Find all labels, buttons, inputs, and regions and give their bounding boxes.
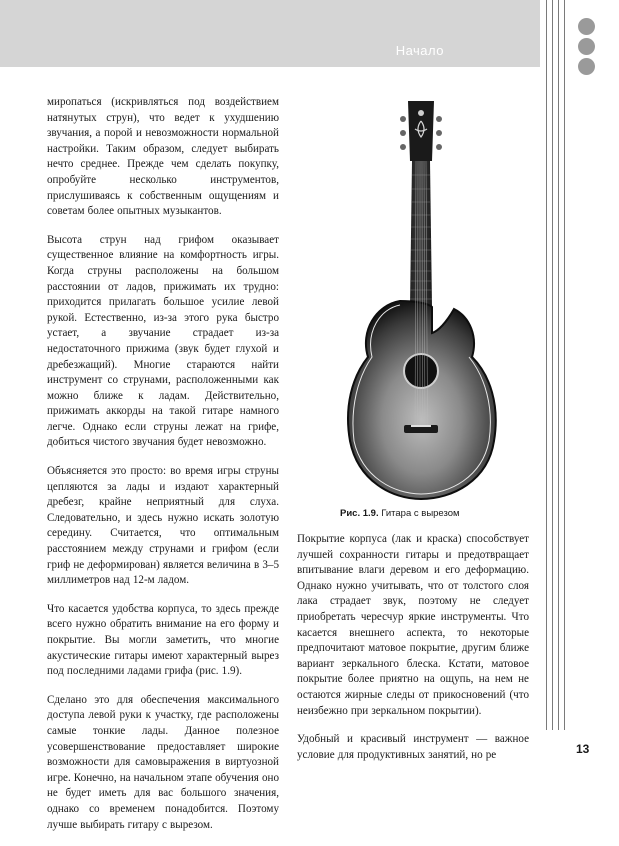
- paragraph: Удобный и красивый инструмент — важное условие для продуктивных занятий, но ре: [297, 733, 529, 761]
- page-number: 13: [576, 742, 590, 756]
- paragraph: Что касается удобства корпуса, то здесь прежде всего нужно обратить внимание на его форму и покрытие. Вы могли заметить, что многие акустические гитары имеют характерный вырез под последними ладами грифа (рис. 1.9).: [47, 602, 279, 678]
- caption-number: Рис. 1.9.: [340, 508, 379, 519]
- caption-text: Гитара с вырезом: [378, 508, 460, 519]
- dot-icon: [578, 38, 595, 55]
- guitar-figure: [342, 95, 500, 503]
- paragraph: Покрытие корпуса (лак и краска) способствует лучшей сохранности гитары и предотвращает впитывание влаги деревом и его деформацию. Однако нужно учитывать, что от толстого слоя лака страдает звук, поэтому не следует приобретать чересчур яркие инструменты. Что касается внешнего аспекта, то некоторые предпочитают матовое покрытие, другим ближе вариант зеркального блеска. Кстати, матовое покрытие более приятно на ощупь, на нем не остаются жирные следы от прикосновений (что неизбежно при зеркальном покрытии).: [297, 533, 529, 717]
- section-title: Начало: [395, 43, 444, 58]
- figure-caption: [340, 508, 530, 519]
- sound-hole: [404, 354, 438, 388]
- margin-rule: [564, 0, 565, 730]
- guitar-body: [348, 301, 496, 499]
- paragraph: Сделано это для обеспечения максимального доступа левой руки к участку, где расположены самые тонкие лады. Данное полезное усовершенствование предоставляет широкие возможности для самовыражения в виртуозной игре. Конечно, на начальном этапе обучения оно не будет иметь для вас большого значения, однако со временем понадобится. Поэтому лучше выбирать гитару с вырезом.: [47, 693, 279, 831]
- right-column: [297, 532, 529, 776]
- dot-icon: [578, 18, 595, 35]
- left-column: [47, 95, 279, 846]
- dot-icon: [578, 58, 595, 75]
- margin-rule: [552, 0, 553, 730]
- paragraph: Высота струн над грифом оказывает существенное влияние на комфортность игры. Когда струны расположены на большом расстоянии от ладов, прижимать их трудно: приходится прилагать большое усилие левой рукой. Естественно, из-за этого рука быстро устает, а звучание страдает из-за недостаточного прижима (звук будет глухой и дребезжащий). Многие стараются найти инструмент со струнами, расположенными как можно ближе к ладам. Действительно, прижимать аккорды на такой гитаре намного легче. Однако если струны лежат на грифе, добиться чистого звучания будет невозможно.: [47, 233, 279, 449]
- paragraph: Объясняется это просто: во время игры струны цепляются за лады и издают характерный дребезг, крайне неприятный для слуха. Следовательно, и здесь нужно искать золотую середину. Считается, что оптимальным расстоянием между струнами и грифом (если гриф не деформирован) является величина в 3–5 миллиметров над 12-м ладом.: [47, 465, 279, 587]
- neck: [410, 161, 432, 307]
- paragraph: миропаться (искривляться под воздействием натянутых струн), что ведет к ухудшению звучания, а порой и невозможности нормальной настройки. Таким образом, следует выбирать нечто среднее. Прежде чем сделать покупку, опробуйте несколько инструментов, прислушиваясь к собственным ощущениям и советам более опытных музыкантов.: [47, 96, 279, 218]
- margin-rule: [558, 0, 559, 730]
- decorative-dots: [575, 18, 599, 78]
- header-band: [0, 0, 540, 67]
- margin-rule: [546, 0, 547, 730]
- guitar-image: [342, 95, 500, 503]
